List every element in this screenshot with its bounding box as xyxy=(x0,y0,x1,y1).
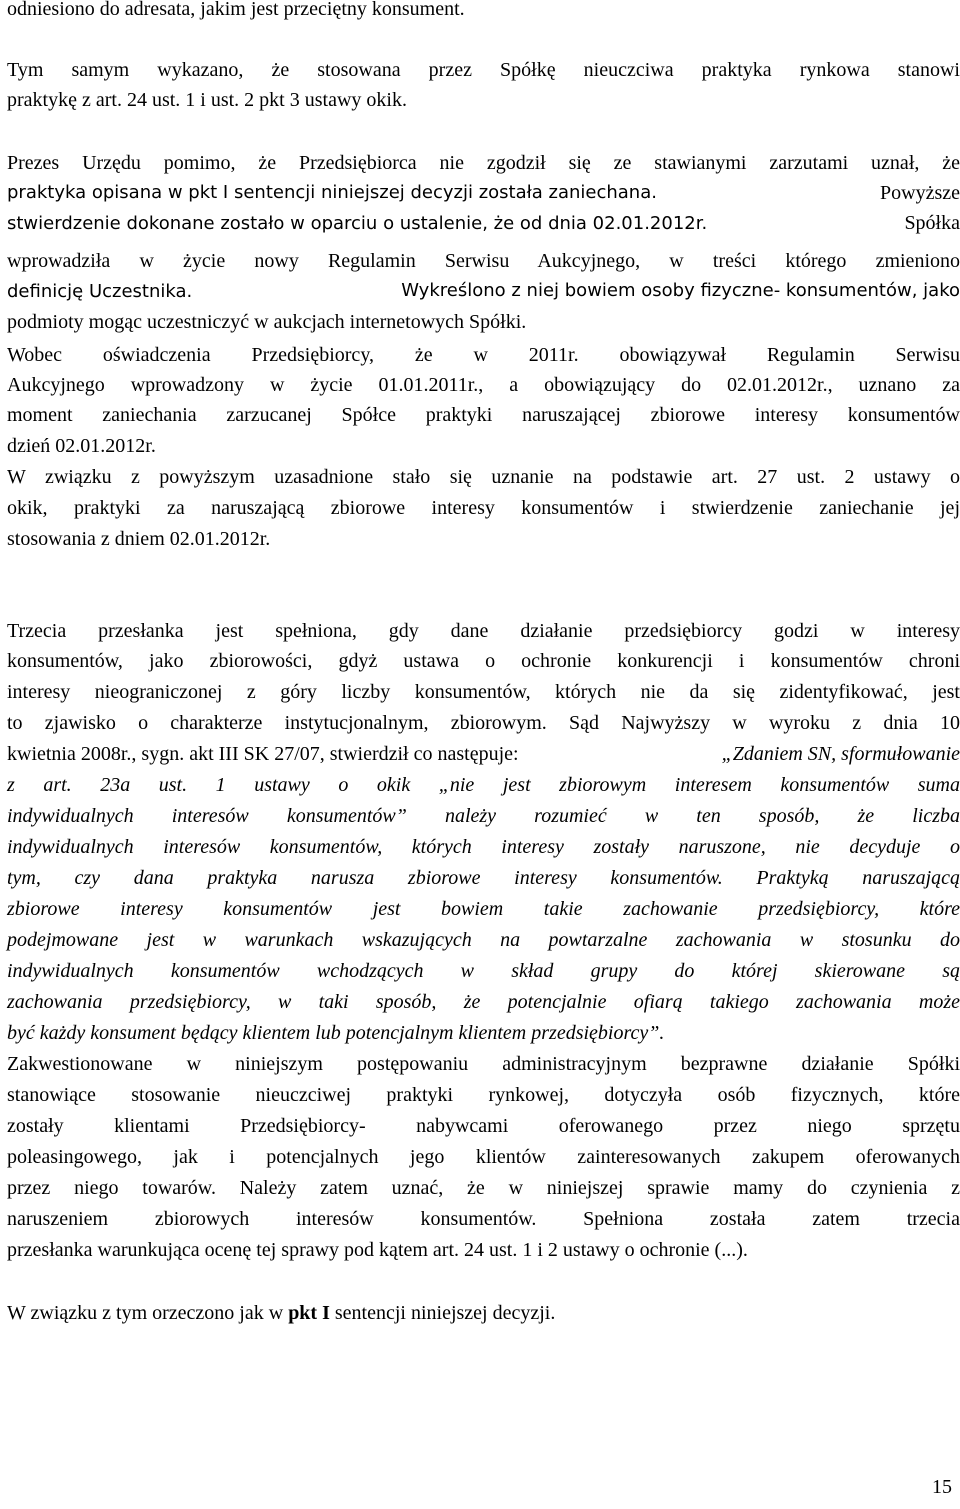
text-line: tym, czy dana praktyka narusza zbiorowe interesy konsumentów. Praktyką naruszającą xyxy=(7,867,960,889)
text-line: okik, praktyki za naruszającą zbiorowe interesy konsumentów i stwierdzenie zaniechanie jej xyxy=(7,497,960,519)
text-line: przesłanka warunkująca ocenę tej sprawy pod kątem art. 24 ust. 1 i 2 ustawy o ochronie (...). xyxy=(7,1239,748,1261)
text-line: moment zaniechania zarzucanej Spółce praktyki naruszającej zbiorowe interesy konsumentów xyxy=(7,404,960,426)
text-span: Wykreślono z niej bowiem osoby fizyczne- konsumentów, jako xyxy=(401,280,960,301)
text-line: indywidualnych konsumentów wchodzących w skład grupy do której skierowane są xyxy=(7,960,960,982)
text-line: być każdy konsument będący klientem lub potencjalnym klientem przedsiębiorcy”. xyxy=(7,1022,665,1044)
text-line: indywidualnych interesów konsumentów” należy rozumieć w ten sposób, że liczba xyxy=(7,805,960,827)
text-line: stosowania z dniem 02.01.2012r. xyxy=(7,528,271,550)
text-line: praktykę z art. 24 ust. 1 i ust. 2 pkt 3 ustawy okik. xyxy=(7,89,407,111)
text-span: stwierdzenie dokonane zostało w oparciu o ustalenie, że od dnia 02.01.2012r. xyxy=(7,213,708,234)
text-line xyxy=(7,739,960,769)
text-line xyxy=(7,178,960,208)
text-line: wprowadziła w życie nowy Regulamin Serwisu Aukcyjnego, w treści którego zmieniono xyxy=(7,250,960,272)
page-number: 15 xyxy=(932,1476,952,1498)
text-line xyxy=(7,276,960,306)
text-line: stanowiące stosowanie nieuczciwej praktyki rynkowej, dotyczyła osób fizycznych, które xyxy=(7,1084,960,1106)
text-line xyxy=(7,1298,555,1328)
text-line: zachowania przedsiębiorcy, w taki sposób, że potencjalnie ofiarą takiego zachowania może xyxy=(7,991,960,1013)
text-line: odniesiono do adresata, jakim jest przeciętny konsument. xyxy=(7,0,465,20)
text-line: zbiorowe interesy konsumentów jest bowiem takie zachowanie przedsiębiorcy, które xyxy=(7,898,960,920)
text-line: poleasingowego, jak i potencjalnych jego klientów zainteresowanych zakupem oferowanych xyxy=(7,1146,960,1168)
text-line: interesy nieograniczonej z góry liczby konsumentów, których nie da się zidentyfikować, jest xyxy=(7,681,960,703)
text-line: Aukcyjnego wprowadzony w życie 01.01.2011r., a obowiązujący do 02.01.2012r., uznano za xyxy=(7,374,960,396)
text-line: konsumentów, jako zbiorowości, gdyż ustawa o ochronie konkurencji i konsumentów chroni xyxy=(7,650,960,672)
text-span: kwietnia 2008r., sygn. akt III SK 27/07, stwierdził co następuje: xyxy=(7,743,519,765)
text-span: W związku z tym orzeczono jak w xyxy=(7,1302,284,1324)
text-line: dzień 02.01.2012r. xyxy=(7,435,156,457)
text-span: Spółka xyxy=(904,212,960,234)
text-span: praktyka opisana w pkt I sentencji niniejszej decyzji została zaniechana. xyxy=(7,182,657,203)
text-span: „Zdaniem SN, sformułowanie xyxy=(721,743,960,765)
text-line: Zakwestionowane w niniejszym postępowaniu administracyjnym bezprawne działanie Spółki xyxy=(7,1053,960,1075)
text-line: naruszeniem zbiorowych interesów konsumentów. Spełniona została zatem trzecia xyxy=(7,1208,960,1230)
text-line: podmioty mogąc uczestniczyć w aukcjach internetowych Spółki. xyxy=(7,311,527,333)
text-span: pkt I xyxy=(288,1302,330,1324)
text-line xyxy=(7,208,960,238)
text-line: Prezes Urzędu pomimo, że Przedsiębiorca nie zgodził się ze stawianymi zarzutami uznał, że xyxy=(7,152,960,174)
text-span: Powyższe xyxy=(880,182,960,204)
text-line: podejmowane jest w warunkach wskazujących na powtarzalne zachowania w stosunku do xyxy=(7,929,960,951)
text-line: Wobec oświadczenia Przedsiębiorcy, że w 2011r. obowiązywał Regulamin Serwisu xyxy=(7,344,960,366)
text-line: przez niego towarów. Należy zatem uznać, że w niniejszej sprawie mamy do czynienia z xyxy=(7,1177,960,1199)
text-span: definicję Uczestnika. xyxy=(7,281,193,302)
text-line: z art. 23a ust. 1 ustawy o okik „nie jest zbiorowym interesem konsumentów suma xyxy=(7,774,960,796)
text-line: zostały klientami Przedsiębiorcy- nabywcami oferowanego przez niego sprzętu xyxy=(7,1115,960,1137)
text-span: sentencji niniejszej decyzji. xyxy=(334,1302,556,1324)
text-line: W związku z powyższym uzasadnione stało się uznanie na podstawie art. 27 ust. 2 ustawy o xyxy=(7,466,960,488)
text-line: Trzecia przesłanka jest spełniona, gdy dane działanie przedsiębiorcy godzi w interesy xyxy=(7,620,960,642)
text-line: indywidualnych interesów konsumentów, których interesy zostały naruszone, nie decyduje o xyxy=(7,836,960,858)
text-line: to zjawisko o charakterze instytucjonalnym, zbiorowym. Sąd Najwyższy w wyroku z dnia 10 xyxy=(7,712,960,734)
text-line: Tym samym wykazano, że stosowana przez Spółkę nieuczciwa praktyka rynkowa stanowi xyxy=(7,59,960,81)
